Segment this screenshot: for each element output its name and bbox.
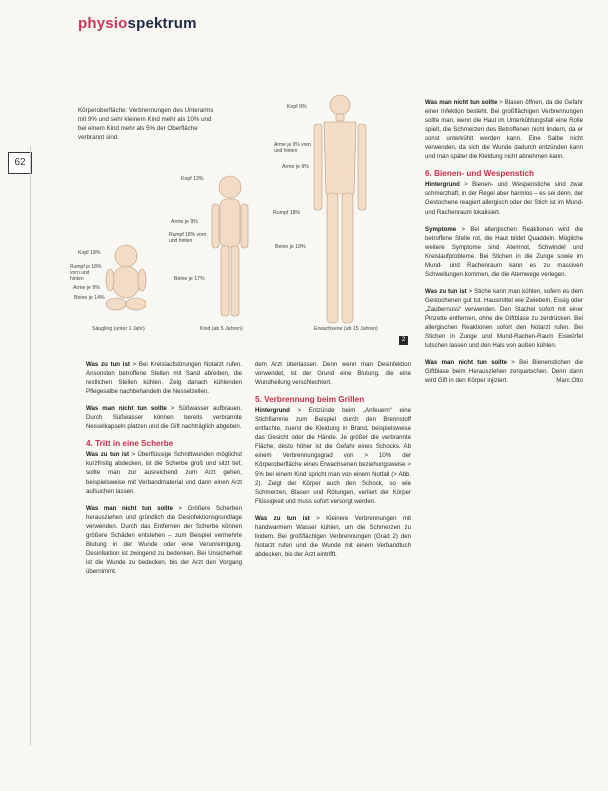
text-col2-p1: dem Arzt überlassen. Denn wenn man Desinfektion verwendet, ist der Grund eine Blutung, die eine Wundheilung verschlechtert. — [255, 361, 411, 387]
text-column-1 — [86, 360, 242, 584]
lead-col2-s5b: Was zu tun ist — [255, 514, 310, 522]
caption-baby: Säugling (unter 1 Jahr) — [92, 326, 145, 332]
figure-caption: Körperoberfläche: Verbrennungen des Unterarms mit 9% und sehr kleinem Kind mehr als 10% und bei einem Kind mehr als 5% der Oberfläche verbrannt sind. — [78, 107, 214, 141]
lead-col3-p1: Was man nicht tun sollte — [425, 99, 498, 106]
text-col1-s4: > Überflüssige Schnittwunden möglichst kurzfristig abdecken, ist die Scherbe groß und sitzt tief, sollte man zur ausreichend zum Arzt gehen, beispielsweise mit Verbandmaterial und dann einen Arzt aufsuchen lassen. — [86, 451, 242, 495]
text-col1-p2: > Süßwasser aufbrauen. Durch Süßwasser können bereits verbrannte Nesselkapseln platzen und die Gift nachträglich abgeben. — [86, 405, 242, 431]
lead-col1-p1: Was zu tun ist — [86, 361, 130, 368]
lead-col3-s6c: Was zu tun ist — [425, 287, 467, 295]
label-adult-trunk: Rumpf 18% — [273, 210, 301, 216]
lead-col1-s4b: Was man nicht tun sollte — [86, 504, 173, 512]
text-col3-s6: > Bienen- und Wespenstiche sind zwar schmerzhaft, in der Regel aber harmlos – es sei denn, der Gestochene reagiert allergisch oder der Stich ist im Mund- und Rachenraum lokalisiert. — [425, 181, 583, 216]
lead-col3-s6b: Symptome — [425, 225, 457, 233]
brand-part-1: physio — [78, 15, 128, 32]
adult-body-illustration — [310, 94, 370, 329]
label-adult-head: Kopf 9% — [287, 104, 307, 110]
margin-rule — [30, 146, 35, 746]
label-adult-arm: Arme je 9% — [282, 164, 309, 170]
text-col3-s6b: > Bei allergischen Reaktionen wird die betroffene Stelle rot, die Haut bildet Quaddeln. Mögliche weitere Symptome sind Atemnot, Schwindel und Kreislaufprobleme. Bei Stichen in die Zunge sowie im Mund- und Rachenraum kann es zu massiven Schwellungen kommen, die die Atemwege verlegen. — [425, 225, 583, 278]
author-signature: Marc Otto — [556, 377, 583, 385]
child-body-illustration — [206, 174, 254, 324]
figure-number-badge: 2 — [399, 336, 408, 345]
text-col3-s6d: > Bei Bienenstichen die Giftblase beim Herausziehen zerquetschen. Denn dann wird Gift in den Körper injiziert. — [425, 359, 583, 385]
text-col2-s5: > Entzünde beim „Anfeuern“ eine Stichflamme zum Beispiel durch den Brennstoff entfachte, zuerst die Kleidung in Brand, beispielsweise das Gesicht oder die Hände. Je größer die verbrannte Fläche, desto höher ist die Gefahr eines Schocks. Ab einem Verbrennungsgrad von > 10% der Körperoberfläche eines Erwachsenen beziehungsweise > 5% bei einem Kind spricht man von einem Notfall (> Abb. 2). Zeigt der Körper auch den Schock, so wie Schmerzen, Blasen und Rötungen, verliert der Körper Flüssigkeit und muss sofort versorgt werden. — [255, 407, 411, 505]
text-col1-s4b: > Größere Scherben herausziehen und gründlich die Desinfektionsgrundlage verwenden. Durch das Entfernen der Scherbe können größere Schäden entstehen – zum Beispiel vermehrte Blutung in der Wunde oder eine Verunreinigung. Desinfektion ist zwingend zu bedenken. Bei Unsicherheit ist die Wunde zu bedecken, bis der Arzt den Vorgang übernimmt. — [86, 504, 242, 575]
lead-col3-s6d: Was man nicht tun sollte — [425, 359, 507, 367]
brand-part-2: spektrum — [127, 15, 197, 32]
label-adult-leg: Beine je 18% — [275, 244, 306, 250]
lead-col2-s5: Hintergrund — [255, 407, 290, 415]
section-4-title: 4. Tritt in eine Scherbe — [86, 439, 174, 449]
lead-col3-s6: Hintergrund — [425, 181, 460, 189]
text-col3-p1: > Blasen öffnen, da die Gefahr einer Infektion besteht. Bei großflächigen Verbrennungen sollte man, wenn die Haut im Unterkühlungsfall eine Rolle spielt, die Schmerzen des Betroffenen nicht lindern, da er sonst unterkühlt werden kann. Eine Salbe nicht verwenden, da sich die Wunde dadurch entzünden kann und man später die Kleidung nicht abnehmen kann. — [425, 99, 583, 161]
label-child-trunk: Rumpf 18% vorn und hinten — [169, 232, 207, 244]
label-baby-trunk: Rumpf je 18% vorn und hinten — [70, 264, 102, 282]
section-6-title: 6. Bienen- und Wespenstich — [425, 169, 535, 179]
lead-col1-p2: Was man nicht tun sollte — [86, 405, 167, 413]
caption-child: Kind (ab 5 Jahren) — [200, 326, 243, 332]
burn-area-figure — [70, 92, 410, 347]
label-adult-arm-front: Arme je 9% vorn und hinten — [274, 142, 311, 154]
label-baby-head: Kopf 18% — [78, 250, 101, 256]
magazine-brand — [78, 15, 197, 32]
label-baby-leg: Beine je 14% — [74, 295, 105, 301]
page-number: 62 — [8, 152, 32, 174]
text-column-2 — [255, 360, 411, 567]
text-col3-s6c: > Stiche kann man kühlen, sofern es dem Gestochenen gut tut. Hausmittel wie Zwiebeln, Essig oder „Zaubernuss“ verwenden. Den Stachel sofort mit einer Pinzette entfernen, ohne die Giftblase zu zerdrücken. Bei allergischen Reaktionen sofort den Notarzt rufen. Bei Stichen in Zunge und Mund-Rachen-Raum Eiswürfel lutschen lassen und den Hals von außen kühlen. — [425, 287, 583, 350]
label-baby-arm: Arme je 9% — [73, 285, 100, 291]
label-child-head: Kopf 13% — [181, 176, 204, 182]
section-5-title: 5. Verbrennung beim Grillen — [255, 395, 365, 405]
label-child-arm: Arme je 9% — [171, 219, 198, 225]
caption-adult: Erwachsene (ab 15 Jahren) — [314, 326, 378, 332]
lead-col1-s4: Was zu tun ist — [86, 451, 130, 459]
label-child-leg: Beine je 17% — [174, 276, 205, 282]
baby-body-illustration — [98, 242, 160, 314]
text-col1-p1: > Bei Kreislaufstörungen Notarzt rufen. Ansonsten betroffene Stellen mit Sand abreiben, die restlichen Stellen kühlen. Zeig danach kühlenden Pflegesalbe nachbehandeln die Nesselzellen. — [86, 361, 242, 396]
text-col2-s5b: > Kleinere Verbrennungen mit handwarmem Wasser kühlen, um die Schmerzen zu lindern. Bei großflächigen Verbrennungen (Grad 2) den Notarzt rufen und die Wunde mit einem Verbandtuch abdecken, bis der Arzt eintrifft. — [255, 514, 411, 558]
text-column-3 — [425, 98, 583, 393]
